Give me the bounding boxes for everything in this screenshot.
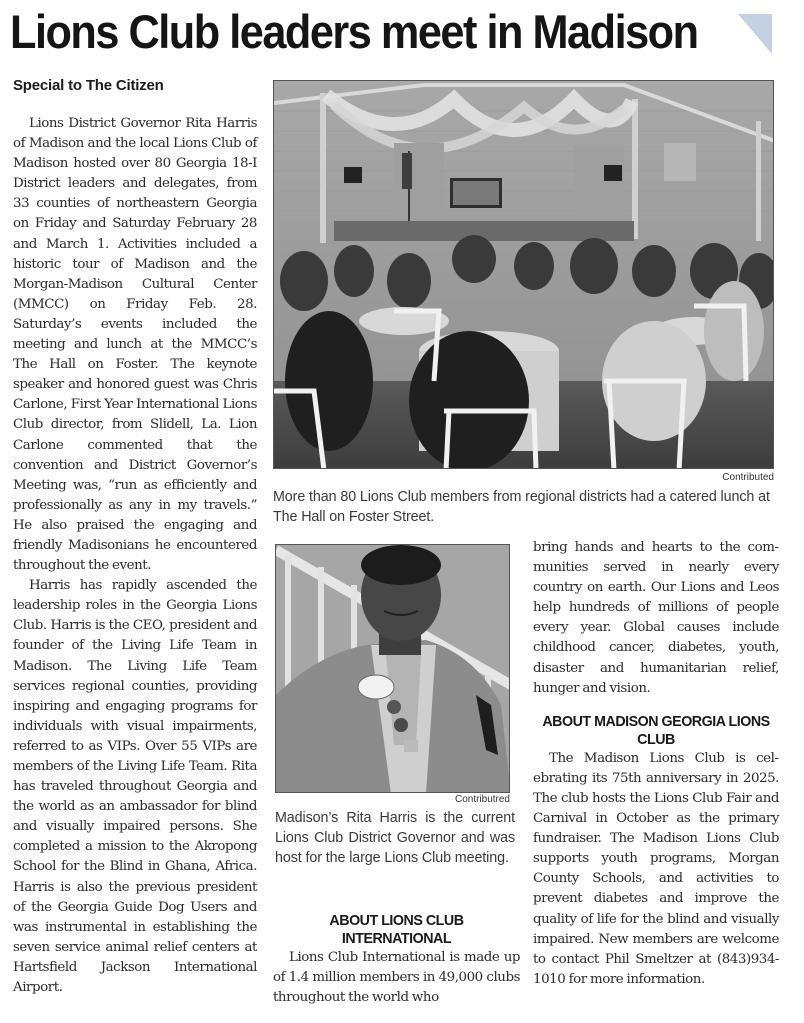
photo-caption: More than 80 Lions Club members from regional districts had a catered lunch at The Hall on Foster Street.	[273, 489, 770, 525]
photo-credit: Contributred	[454, 794, 510, 805]
body-paragraph: Lions Club International is made up of 1.4 million members in 49,000 clubs throughout the world who	[273, 950, 520, 1006]
portrait-photo	[275, 544, 510, 793]
main-photo	[273, 80, 774, 469]
body-paragraph: Lions District Governor Rita Harris of Madison and the local Lions Club of Madison hosted over 80 Georgia 18-I District leaders and delegates, from 33 counties of northeastern Georgia on Friday and Saturday February 28 and March 1. Activities included a historic tour of Madison and the Morgan-Madison Cultural Center (MMCC) on Friday Feb. 28. Saturday’s events included the meeting and lunch at the MMCC’s The Hall on Foster. The keynote speaker and honored guest was Chris Carlone, First Year International Lions Club director, from Slidell, La. Lion Carlone commented that the convention and District Governor’s Meeting was, “run as efficiently and professionally as any in my travels.” He also praised the engaging and friendly Madisonians he encountered throughout the event.	[13, 116, 257, 574]
section-heading: ABOUT MADISON GEORGIA LIONS CLUB	[542, 712, 770, 748]
photo-credit: Contributed	[722, 472, 774, 483]
headline-area	[0, 0, 804, 64]
article-column-1	[13, 114, 257, 998]
article-column-2	[273, 912, 520, 1008]
section-heading: ABOUT LIONS CLUB INTERNATIONAL	[329, 912, 464, 947]
rita-harris-portrait	[276, 545, 510, 793]
article-column-3	[533, 538, 779, 990]
body-paragraph-continued: bring hands and hearts to the communities served in nearly every country on earth. Our Lions and Leos help hundreds of millions of people every year. Global causes include childhood cancer, diabetes, youth, disaster and humanitarian relief, hunger and vision.	[533, 540, 779, 696]
body-paragraph: The Madison Lions Club is celebrating its 75th anniversary in 2025. The club hosts the Lions Club Fair and Carnival in October as the primary fundraiser. The Madison Lions Club supports youth programs, Morgan County Schools, and activities to prevent diabetes and improve the quality of life for the blind and visually impaired. New members are welcome to contact Phil Smeltzer at (843)934-1010 for more information.	[533, 750, 779, 987]
banquet-hall-photo	[274, 81, 774, 469]
photo-caption: Madison’s Rita Harris is the current Lions Club District Governor and was host for the large Lions Club meeting.	[275, 810, 515, 866]
page-corner-mark	[738, 14, 772, 54]
headline: Lions Club leaders meet in Madison	[10, 5, 698, 58]
byline: Special to The Citizen	[13, 77, 164, 94]
body-paragraph: Harris has rapidly ascended the leadership roles in the Georgia Lions Club. Harris is the CEO, president and founder of the Living Life Team in Madison. The Living Life Team services regional counties, providing inspiring and engaging programs for individuals with visual impairments, referred to as VIPs. Over 55 VIPs are members of the Living Life Team. Rita has traveled throughout Georgia and the world as an ambassador for blind and visually impaired persons. She completed a mission to the Akropong School for the Blind in Ghana, Africa. Harris is also the previous president of the Georgia Guide Dog Users and was instrumental in establishing the seven service animal relief centers at Hartsfield Jackson International Airport.	[13, 578, 257, 996]
